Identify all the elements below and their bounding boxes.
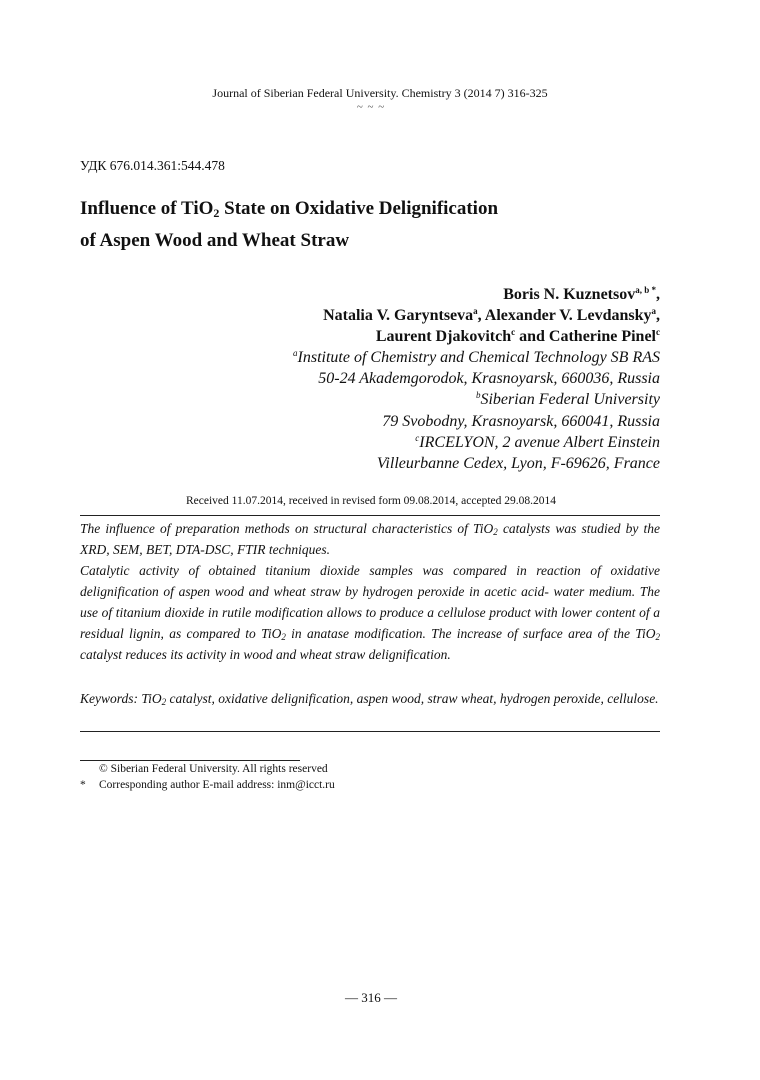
udk-code: УДК 676.014.361:544.478 <box>80 158 225 173</box>
author-name: Alexander V. Levdansky <box>484 307 652 324</box>
header-ornament: ~ ~ ~ <box>356 101 386 113</box>
abstract-paragraph-1: The influence of preparation methods on structural characteristics of TiO$_2$ catalysts was studied by the XRD, SEM, BET, DTA-DSC, FTIR techniques. <box>80 521 661 557</box>
author-name: Catherine Pinel <box>548 328 656 345</box>
footnote-copyright: © Siberian Federal University. All rights reserved <box>99 763 328 775</box>
affiliation-line: 79 Svobodny, Krasnoyarsk, 660041, Russia <box>382 412 660 430</box>
author-name: Natalia V. Garyntseva <box>323 307 474 324</box>
affiliation-line: $^c$IRCELYON, 2 avenue Albert Einstein <box>415 432 660 451</box>
abstract-paragraph-2: Catalytic activity of obtained titanium dioxide samples was compared in reaction of oxidative delignification of aspen wood and wheat straw by hydrogen peroxide in acetic acid- water medium. The use of titanium dioxide in rutile modification allows to produce a cellulose product with lower content of a residual lignin, as compared to TiO$_2$ in anatase modification. The increase of surface area of the TiO$_2$ catalyst reduces its activity in wood and wheat straw delignification. <box>80 563 660 662</box>
title-line-1: Influence of TiO$_2$ State on Oxidative Delignification <box>80 198 499 220</box>
author-name: Boris N. Kuznetsov <box>503 286 636 303</box>
affiliation-line: 50-24 Akademgorodok, Krasnoyarsk, 660036, Russia <box>318 370 660 388</box>
keywords: Keywords: TiO$_2$ catalyst, oxidative delignification, aspen wood, straw wheat, hydrogen peroxide, cellulose. <box>80 691 659 707</box>
abstract-bottom-rule <box>80 731 660 732</box>
title-line-2: of Aspen Wood and Wheat Straw <box>80 230 350 251</box>
affiliation-line: $^b$Siberian Federal University <box>475 390 660 409</box>
affiliation-line: Villeurbanne Cedex, Lyon, F-69626, France <box>376 455 660 473</box>
page-number: — 316 — <box>345 990 397 1005</box>
author-list <box>60 284 660 347</box>
abstract-top-rule <box>80 515 660 516</box>
affiliations <box>60 347 660 474</box>
author-line-3: Laurent Djakovitch$^c$ and Catherine Pinel$^c$ <box>375 327 660 345</box>
author-line-2: Natalia V. Garyntseva$^a$, Alexander V. Levdansky$^a$, <box>323 306 660 324</box>
author-name: Laurent Djakovitch <box>375 328 512 345</box>
paper-title <box>80 193 680 257</box>
received-dates: Received 11.07.2014, received in revised form 09.08.2014, accepted 29.08.2014 <box>185 495 557 507</box>
abstract <box>80 518 660 665</box>
affiliation-line: $^a$Institute of Chemistry and Chemical Technology SB RAS <box>293 348 660 366</box>
footnote-corresponding: * Corresponding author E-mail address: inm@icct.ru <box>80 779 335 791</box>
journal-header: Journal of Siberian Federal University. Chemistry 3 (2014 7) 316-325 <box>212 86 548 100</box>
author-line-1: Boris N. Kuznetsov$^{a, b *}$, <box>503 285 660 303</box>
footnote-rule <box>80 760 300 761</box>
